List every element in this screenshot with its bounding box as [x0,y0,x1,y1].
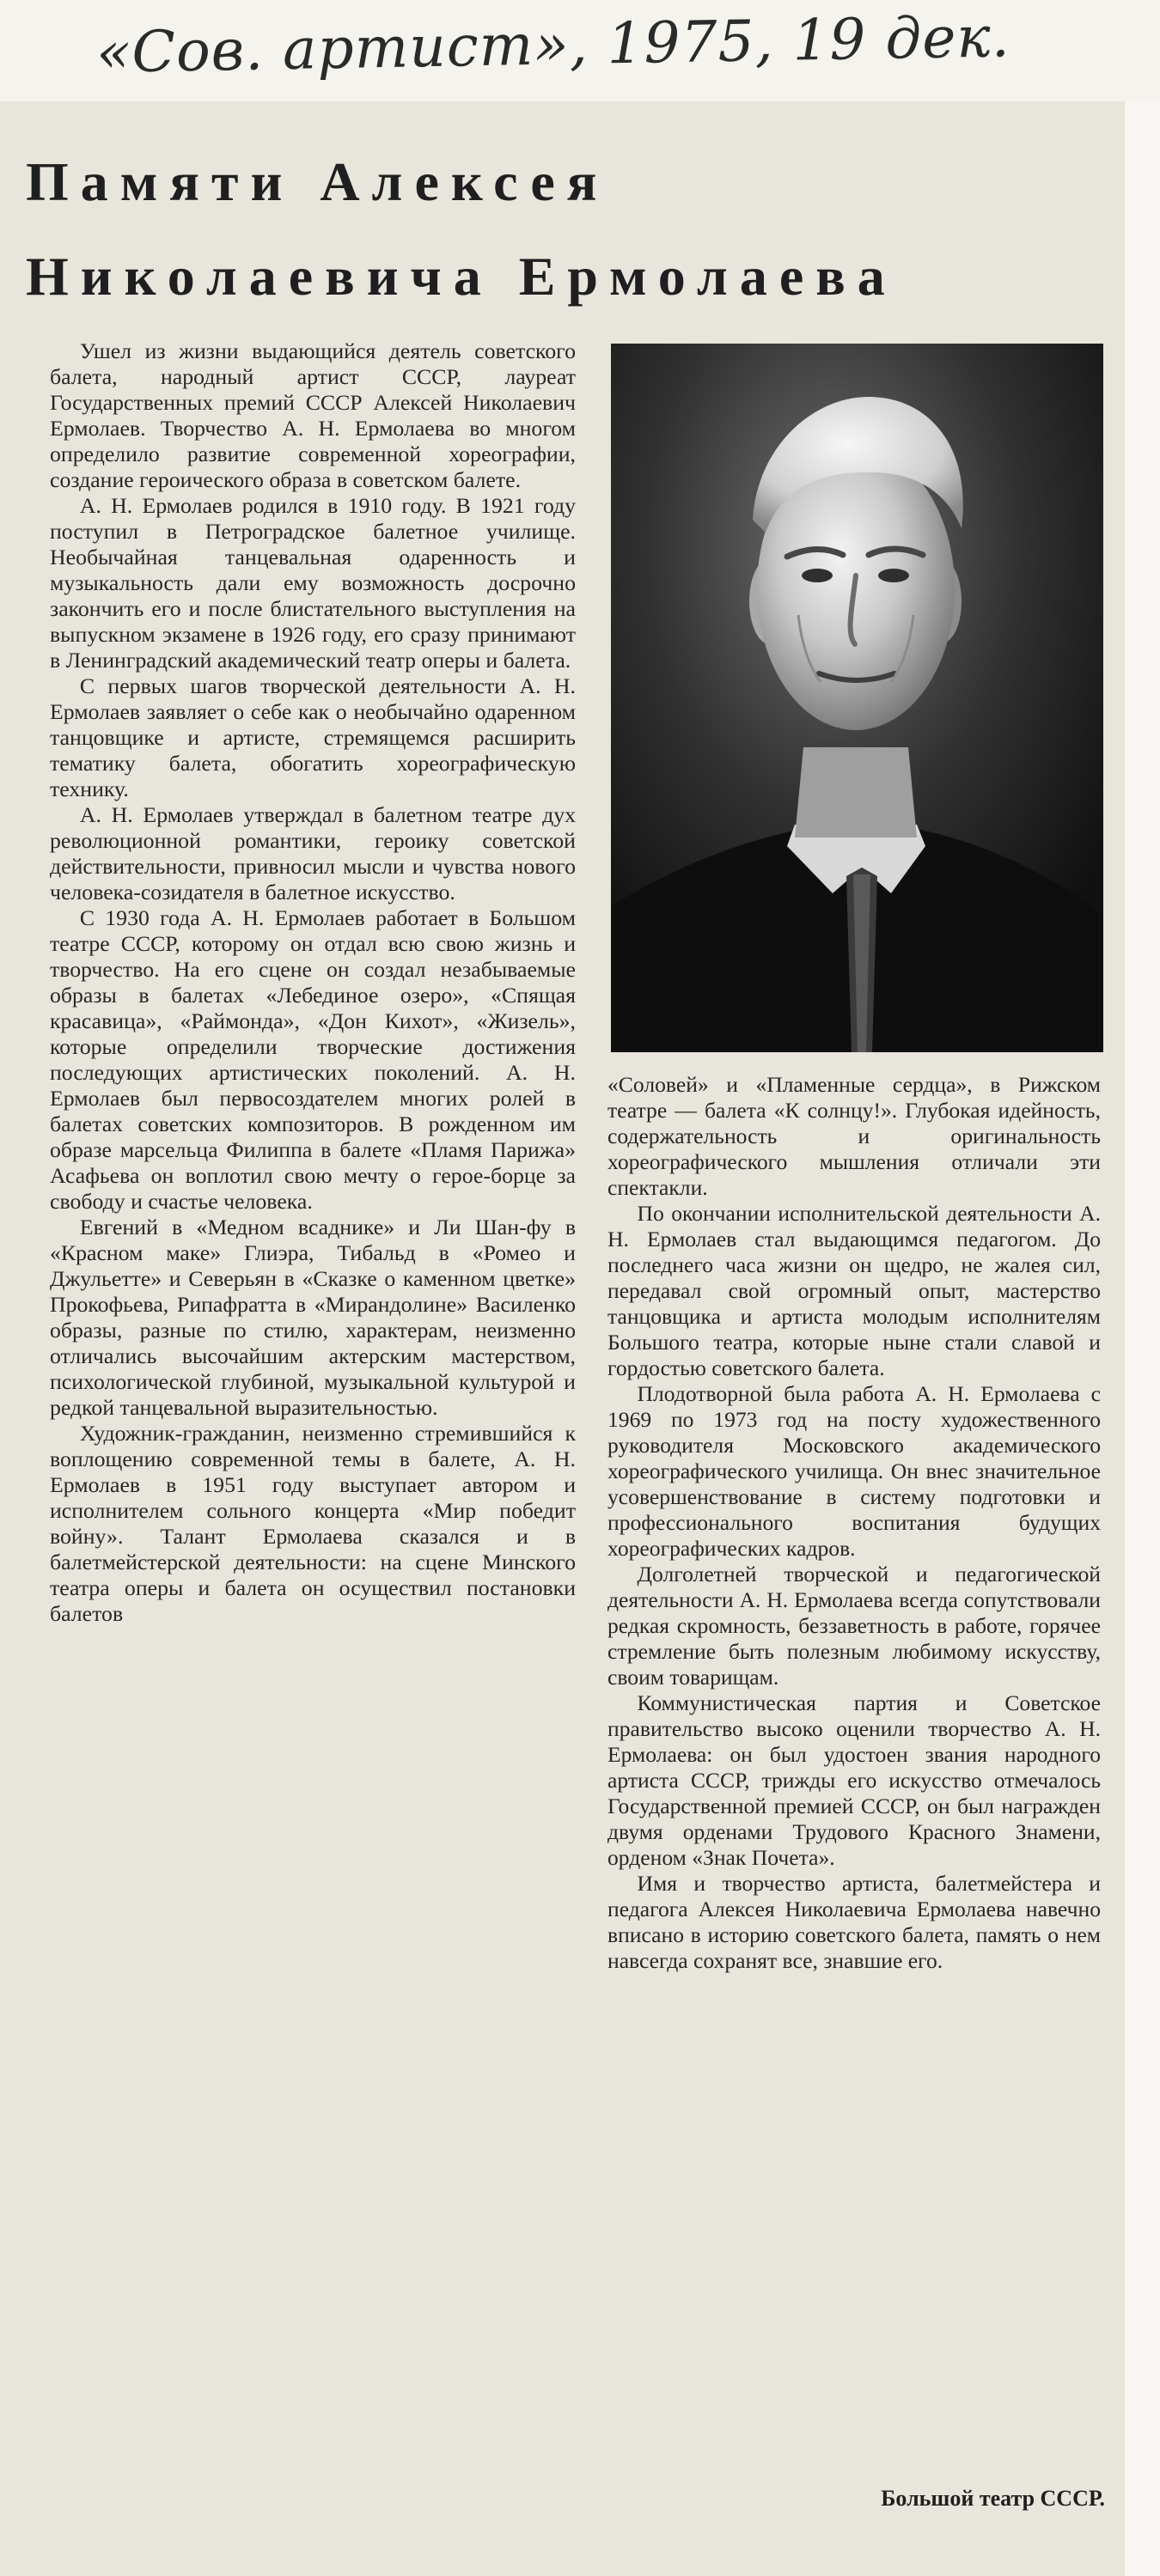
paragraph: А. Н. Ермолаев родился в 1910 году. В 1921 году поступил в Петроградское балетное училище. Необычайная танцевальная одаренность и музыкальность дали ему возможность досрочно закончить его и после блистательного выступления на выпускном экзамене в 1926 году, его сразу принимают в Ленинградский академический театр оперы и балета. [50,493,576,673]
headline-line-1: Памяти Алексея [26,151,609,212]
paragraph: По окончании исполнительской деятельности А. Н. Ермолаев стал выдающимся педагогом. До последнего часа жизни он щедро, не жалея сил, передавал свой огромный опыт, мастерство танцовщика и артиста молодым исполнителям Большого театра, которые ныне стали славой и гордостью советского балета. [607,1201,1101,1380]
portrait-photo [611,344,1103,1052]
portrait-illustration [611,344,1103,1052]
paragraph: «Соловей» и «Пламенные сердца», в Рижском театре — балета «К солнцу!». Глубокая идейность, содержательность и оригинальность хореографического мышления отличали эти спектакли. [607,1072,1101,1200]
paragraph: Ушел из жизни выдающийся деятель советского балета, народный артист СССР, лауреат Государственных премий СССР Алексей Николаевич Ермолаев. Творчество А. Н. Ермолаева во многом определило развитие современной хореографии, создание героического образа в советском балете. [50,338,576,492]
article-column-right [607,1072,1101,2438]
paragraph: Имя и творчество артиста, балетмейстера и педагога Алексея Николаевича Ермолаева навечно вписано в историю советского балета, память о нем навсегда сохранят все, знавшие его. [607,1871,1101,1973]
right-margin [1125,101,1160,2576]
handwritten-note: «Сов. артист», 1975, 19 дек. [95,3,1011,86]
paragraph: Евгений в «Медном всаднике» и Ли Шан-фу в «Красном маке» Глиэра, Тибальд в «Ромео и Джульетте» и Северьян в «Сказке о каменном цветке» Прокофьева, Рипафратта в «Мирандолине» Василенко образы, разные по стилю, характерам, неизменно отличались высочайшим актерским мастерством, психологической глубиной, музыкальной культурой и редкой танцевальной выразительностью. [50,1215,576,1420]
paragraph: Плодотворной была работа А. Н. Ермолаева с 1969 по 1973 год на посту художественного руководителя Московского академического хореографического училища. Он внес значительное усовершенствование в систему подготовки и профессионального воспитания будущих хореографических кадров. [607,1381,1101,1561]
paragraph: С 1930 года А. Н. Ермолаев работает в Большом театре СССР, которому он отдал всю свою жизнь и творчество. На его сцене он создал незабываемые образы в балетах «Лебединое озеро», «Спящая красавица», «Раймонда», «Дон Кихот», «Жизель», которые определили творческие достижения последующих артистических поколений. А. Н. Ермолаев был первосоздателем многих ролей в балетах советских композиторов. В рожденном им образе марсельца Филиппа в балете «Пламя Парижа» Асафьева он воплотил свою мечту о герое-борце за свободу и счастье человека. [50,905,576,1214]
headline-line-2: Николаевича Ермолаева [26,246,897,307]
signature: Большой театр СССР. [881,2486,1105,2511]
paragraph: С первых шагов творческой деятельности А. Н. Ермолаев заявляет о себе как о необычайно одаренном танцовщике и артисте, стремящемся расширить тематику балета, обогатить хореографическую технику. [50,673,576,801]
paragraph: Коммунистическая партия и Советское правительство высоко оценили творчество А. Н. Ермолаева: он был удостоен звания народного артиста СССР, трижды его искусство отмечалось Государственной премией СССР, он был награжден двумя орденами Трудового Красного Знамени, орденом «Знак Почета». [607,1690,1101,1870]
paragraph: Художник-гражданин, неизменно стремившийся к воплощению современной темы в балете, А. Н. Ермолаев в 1951 году выступает автором и исполнителем сольного концерта «Мир победит войну». Талант Ермолаева сказался и в балетмейстерской деятельности: на сцене Минского театра оперы и балета он осуществил постановки балетов [50,1421,576,1626]
article-column-left [50,338,576,2520]
paragraph: А. Н. Ермолаев утверждал в балетном театре дух революционной романтики, героику советской действительности, привносил мысли и чувства нового человека-созидателя в балетное искусство. [50,802,576,904]
paragraph: Долголетней творческой и педагогической деятельности А. Н. Ермолаева всегда сопутствовали редкая скромность, беззаветность в работе, горячее стремление быть полезным любимому искусству, своим товарищам. [607,1562,1101,1690]
